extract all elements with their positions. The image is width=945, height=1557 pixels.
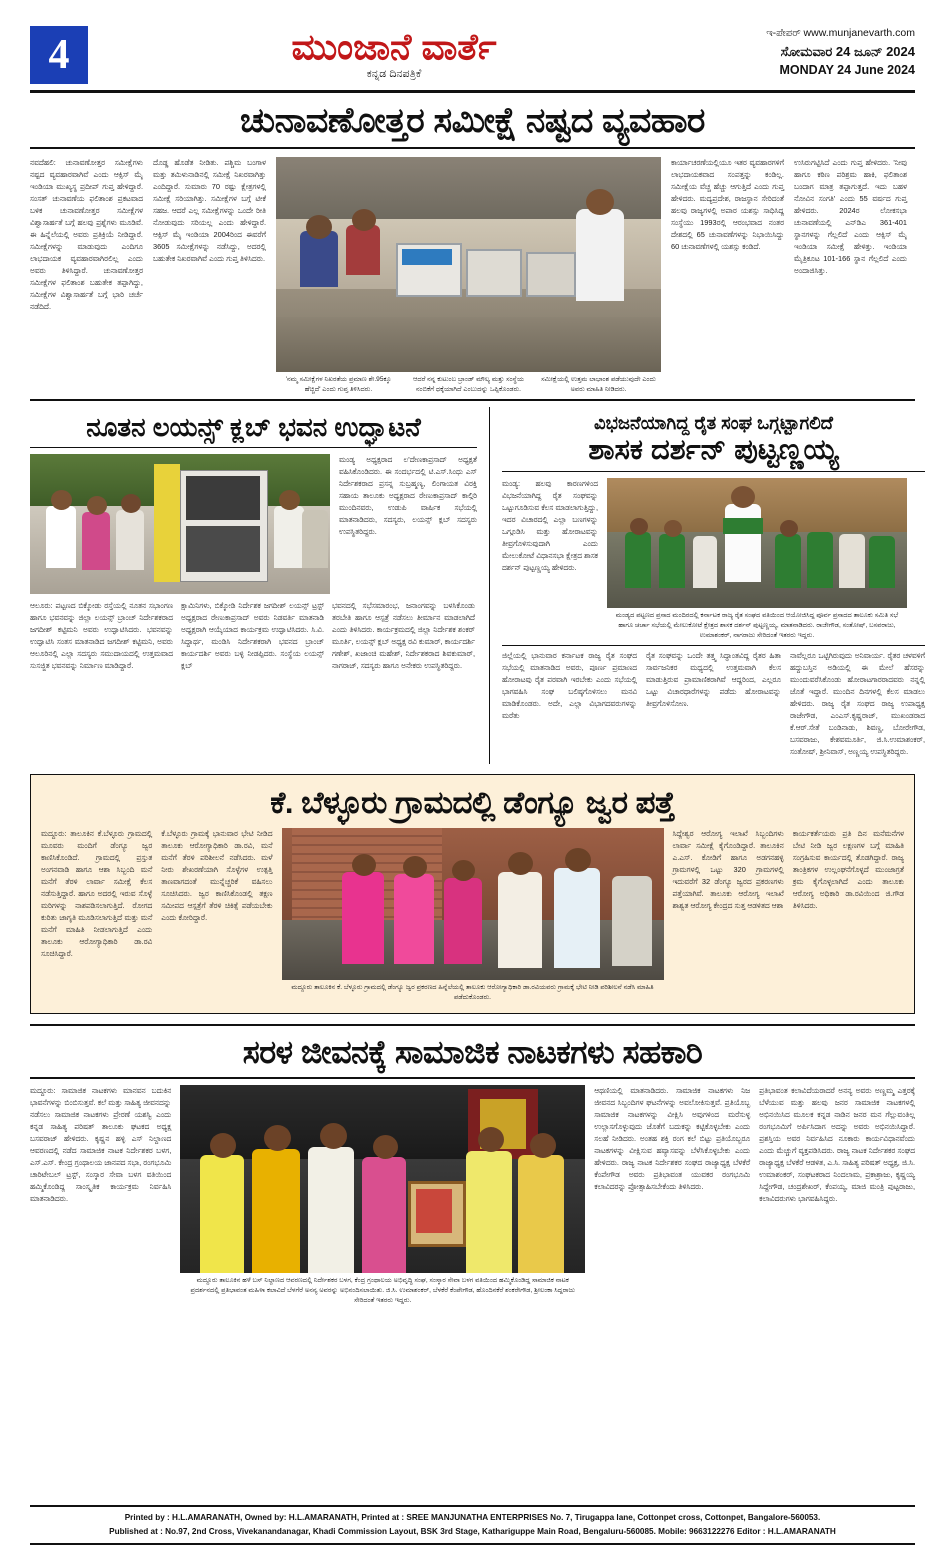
masthead-meta [700, 26, 915, 80]
website-link[interactable]: www.munjanevarth.com [803, 27, 915, 39]
story3-col1-text: ಮಂಡ್ಯ: ಹಲವು ಕಾರಣಗಳಿಂದ ವಿಭಜನೆಯಾಗಿದ್ದ ರೈತ ಸಂಘವನ್ನು ಒಟ್ಟುಗೂಡಿಸುವ ಕೆಲಸ ಮಾಡಲಾಗುತ್ತಿದ್ದು, ಇದರ ವಿಚಾರದಲ್ಲಿ ಎಲ್ಲಾ ಬಣಗಳನ್ನು ಒಗ್ಗೂಡಿಸಿ ಮತ್ತು ಹೋರಾಟವನ್ನು ತೀವ್ರಗೊಳಿಸುವುದಾಗಿ ಎಂದು ಮೇಲುಕೋಟೆ ವಿಧಾನಸಭಾ ಕ್ಷೇತ್ರದ ಶಾಸಕ ದರ್ಶನ್ ಪುಟ್ಟಣ್ಣಯ್ಯ ಹೇಳಿದರು. [502, 479, 599, 572]
story5-col1 [30, 1085, 171, 1306]
story2-col1-text: ಆಲೂರು: ಪಟ್ಟಣದ ಬಿಕ್ಕೋಡು ರಸ್ತೆಯಲ್ಲಿ ನೂತನ ಸಭಾಂಗಣ ಹಾಗೂ ಭವನವನ್ನು ಜಿಲ್ಲಾ ಲಯನ್ಸ್ ಬ್ರಾಂಚ್ ನಿರ್ದೇಶಕರಾದ ಜಗದೀಶ್ ಕಟ್ಟಿಮನಿ ಅವರು ಉದ್ಘಾಟಿಸಿದರು. ಭವನವನ್ನು ಉದ್ಘಾಟಿಸಿ ಸಂತಸ ಮಾತನಾಡಿದ ಜಗದೀಶ್ ಕಟ್ಟಿಮನಿ, ಅವರು ಆಲೂರಿನಲ್ಲಿ ಎಲ್ಲಾ ಸದಸ್ಯರು ಸಮುದಾಯದಲ್ಲಿ ಉತ್ತಮವಾದ ಸುಸಜ್ಜಿತ ಭವನವನ್ನು ನಿರ್ಮಾಣ ಮಾಡಿದ್ದಾರೆ. [30, 600, 173, 670]
story4-col4 [793, 828, 904, 1003]
story2-center-text: ಮಂಡ್ಯ ಅಧ್ಯಕ್ಷರಾದ ಲ'ದೇಣಕಾಪ್ರಸಾದ್ ಅಧ್ಯಕ್ಷತೆ ವಹಿಸಿಕೊಂಡಿದರು. ಈ ಸಂದರ್ಭದಲ್ಲಿ ಟಿ.ಎಸ್.ಸಿಂಧು ಎಸ್ ನಿರ್ದೇಶಕರಾದ ಪ್ರಸನ್ನ ಸುಬ್ರಹ್ಮಣ್ಯ, ಲಿಂಗಾಯತ ವಿರಕ್ತಿ ಸಹಾಯ ತಾಲೂಕು ಅಧ್ಯಕ್ಷರಾದ ರೇಣುಕಾಪ್ರಸಾದ್ ಕಾಲ್ಗಿರಿ ಮುಂದಿನವರು, ಉಡುಪಿ ವಾರ್ಷಿಕ ಸಭೆಯಲ್ಲಿ ಮಾತನಾಡಿದರು, ಸದಸ್ಯರು, ಲಯನ್ಸ್ ಕ್ಲಬ್ ಸದಸ್ಯರು ಉಪಸ್ಥಿತರಿದ್ದರು. [339, 454, 477, 536]
story4-col3-text: ಸಿದ್ದೇಶ್ವರ ಆರೋಗ್ಯ ಇಲಾಖೆ ಸಿಬ್ಬಂದಿಗಳು ಲಾರ್ವಾ ಸಮೀಕ್ಷೆ ಕೈಗೊಂಡಿದ್ದಾರೆ. ತಾಲೂಕಿನ ಎ.ಎಸ್. ಕೋಡಿಗೆ ಹಾಗೂ ಅಡಗನಹಳ್ಳಿ ಗ್ರಾಮಗಳಲ್ಲಿ ಒಟ್ಟು 320 ಗ್ರಾಮಗಳಲ್ಲಿ ಇದುವರೆಗೆ 32 ಡೆಂಗ್ಯೂ ಜ್ವರದ ಪ್ರಕರಣಗಳು ಪತ್ತೆಯಾಗಿವೆ. ತಾಲೂಕು ಆರೋಗ್ಯ ಇಲಾಖೆ ಶಾಶ್ವತ ಆರೋಗ್ಯ ಕೇಂದ್ರದ ಸುತ್ತ ಆಡಳಿತದ ಆಶಾ [672, 829, 784, 911]
story4 [30, 774, 915, 1014]
story3-col2 [502, 650, 637, 764]
story4-photo [282, 828, 664, 980]
story2 [30, 407, 477, 764]
story1-col1-text: ನವದೆಹಲಿ: ಚುನಾವಣೋತ್ತರ ಸಮೀಕ್ಷೆಗಳು ನಷ್ಟದ ವ್ಯವಹಾರವಾಗಿವೆ ಎಂದು ಆಕ್ಸಿಸ್ ಮೈ ಇಂಡಿಯಾ ಮುಖ್ಯಸ್ಥ ಪ್ರದೀಪ್ ಗುಪ್ತ ಹೇಳಿದ್ದಾರೆ. ಸಂಸತ್ ಚುನಾವಣೆಯ ಫಲಿತಾಂಶ ಪ್ರಕಟವಾದ ಬಳಿಕ ಚುನಾವಣೋತ್ತರ ಸಮೀಕ್ಷೆಗಳ ವಿಶ್ವಾಸಾರ್ಹತೆ ಬಗ್ಗೆ ಹಲವು ಪ್ರಶ್ನೆಗಳು ಮೂಡಿವೆ. ಈ ಹಿನ್ನೆಲೆಯಲ್ಲಿ ಅವರು ಪ್ರತಿಕ್ರಿಯೆ ನೀಡಿದ್ದಾರೆ. ಸಮೀಕ್ಷೆಗಳನ್ನು ಮಾಡುವುದು ಎಂದಿಗೂ ಲಾಭದಾಯಕ ವ್ಯವಹಾರವಾಗಿರಲಿಲ್ಲ ಎಂದು ಅವರು ತಿಳಿಸಿದ್ದಾರೆ. ಚುನಾವಣೋತ್ತರ ಸಮೀಕ್ಷೆಗಳ ಫಲಿತಾಂಶ ಬಹುತೇಕ ತಪ್ಪಾಗಿದ್ದು, ಸಮೀಕ್ಷೆಗಳ ವಿಶ್ವಾಸಾರ್ಹತೆ ಬಗ್ಗೆ ಭಾರಿ ಚರ್ಚೆ ನಡೆದಿದೆ. [30, 158, 143, 312]
story4-col1-text: ಮದ್ದೂರು: ತಾಲೂಕಿನ ಕೆ.ಬೆಳ್ಳೂರು ಗ್ರಾಮದಲ್ಲಿ ಮೂವರು ಮಂದಿಗೆ ಡೆಂಗ್ಯೂ ಜ್ವರ ಕಾಣಿಸಿಕೊಂಡಿದೆ. ಗ್ರಾಮದಲ್ಲಿ ಪ್ರಸ್ತುತ ಅಂಗನವಾಡಿ ಹಾಗೂ ಆಶಾ ಸಿಬ್ಬಂದಿ ಮನೆ ಮನೆಗೆ ತೆರಳಿ ಲಾರ್ವಾ ಸಮೀಕ್ಷೆ ಕೆಲಸ ನಡೆಸುತ್ತಿದ್ದಾರೆ. ಹಾಗೂ ಅದರಲ್ಲಿ ಇರುವ ಸೊಳ್ಳೆ ಮರಿಗಳನ್ನು ನಾಶಪಡಿಸಲಾಗುತ್ತಿದೆ. ರೋಗದ ಕುರಿತು ಜಾಗೃತಿ ಮೂಡಿಸಲಾಗುತ್ತಿದೆ ಮತ್ತು ಮನೆ ಮನೆಗೆ ಮಾಹಿತಿ ನೀಡಲಾಗುತ್ತಿದೆ ಎಂದು ತಾಲೂಕು ಆರೋಗ್ಯಾಧಿಕಾರಿ ಡಾ.ರವಿ ಸೂಚಿಸಿದ್ದಾರೆ. [41, 829, 153, 959]
story1-body [30, 149, 915, 395]
story3-col3 [646, 650, 781, 764]
story3-col4 [790, 650, 925, 764]
story2-col3 [332, 600, 475, 678]
story1-caption-mid: ಆದರೆ ನನ್ನ ಕುಟುಂಬ ಬ್ರಾಂಡ್ ಮೌಲ್ಯ ಮತ್ತು ಸಂಸ್ಥೆಯ ನಂಬಿಕೆಗೆ ಧಕ್ಕೆಯಾಗಿದೆ ಎಂಬುದನ್ನು ಒಪ್ಪಿಕೊಂಡರು. [412, 376, 525, 394]
page-number: 4 [30, 26, 88, 84]
story3-photo [607, 478, 907, 608]
story5-col2 [594, 1085, 750, 1306]
story4-col2-text: ಕೆ.ಬೆಳ್ಳೂರು ಗ್ರಾಮಕ್ಕೆ ಭಾನುವಾರ ಭೇಟಿ ನೀಡಿದ ತಾಲೂಕು ಆರೋಗ್ಯಾಧಿಕಾರಿ ಡಾ.ರವಿ, ಮನೆ ಮನೆಗೆ ತೆರಳಿ ಪರಿಶೀಲನೆ ನಡೆಸಿದರು. ಮಳೆ ನೀರು ಶೇಖರಣೆಯಾಗಿ ಸೊಳ್ಳೆಗಳ ಉತ್ಪತ್ತಿ ತಾಣವಾಗದಂತೆ ಮುನ್ನೆಚ್ಚರಿಕೆ ವಹಿಸಲು ಸೂಚಿಸಿದರು. ಜ್ವರ ಕಾಣಿಸಿಕೊಂಡಲ್ಲಿ ತಕ್ಷಣ ಸಮೀಪದ ಆಸ್ಪತ್ರೆಗೆ ತೆರಳಿ ಚಿಕಿತ್ಸೆ ಪಡೆಯಬೇಕು ಎಂದು ಕೋರಿದ್ದಾರೆ. [161, 829, 273, 923]
footer-imprint [30, 1505, 915, 1545]
story5-col2-text: ಆಥಣಿಯಲ್ಲಿ ಮಾತನಾಡಿದರು. ಸಾಮಾಜಿಕ ನಾಟಕಗಳು ನಿಜ ಜೀವನದ ಸಿಬ್ಬಂದಿಗಳ ಘಟನೆಗಳನ್ನು ಅವಲೋಕಿಸುತ್ತವೆ. ಪ್ರತಿಯೊಬ್ಬ ಸಾಮಾಜಿಕ ನಾಟಕಗಳನ್ನು ವೀಕ್ಷಿಸಿ ಅವುಗಳಿಂದ ಮರೆಸುಳ್ಳ ಉಲ್ಲಾಸಗೊಳ್ಳುವುದು ಜೊತೆಗೆ ಬದುಕನ್ನು ಕಟ್ಟಿಕೊಳ್ಳಬೇಕು ಎಂದು ಸಲಹೆ ನೀಡಿದರು. ಅಂತಹ ಶಕ್ತಿ ರಂಗ ಕಲೆ ಬಿಟ್ಟು ಪ್ರತಿಯೊಬ್ಬರೂ ನಾಟಕಗಳನ್ನು ವೀಕ್ಷಿಸುವ ಹವ್ಯಾಸವನ್ನು ಬೆಳೆಸಿಕೊಳ್ಳಬೇಕು ಎಂದು ಹೇಳಿದರು. ರಾಜ್ಯ ನಾಟಕ ನಿರ್ದೇಶಕರ ಸಂಘದ ರಾಜ್ಯಾಧ್ಯಕ್ಷ ಬೆಳಕೆರೆ ಕೆಂಪೇಗೌಡ ಅವರು ಪ್ರತಿಭಾವಂತ ಯುವಕರ ರಂಗಭೂಮಿ ಕಲಾವಿದರನ್ನು ಪ್ರೋತ್ಸಾಹಿಸಬೇಕೆಂದು ತಿಳಿಸಿದರು. [594, 1085, 751, 1191]
story2-center-col [339, 454, 477, 594]
story1-photo-block [276, 157, 661, 395]
footer-line1: Printed by : H.L.AMARANATH, Owned by: H.L.AMARANATH, Printed at : SREE MANJUNATHA ENTERPRISES No. 7, Tirugappa lane, Cottonpet cross, Cottonpet, Bangalore-560053. [124, 1513, 821, 1523]
story1-col4 [794, 157, 907, 395]
story5 [30, 1024, 915, 1305]
story5-photo-caption: ಮದ್ದೂರು ತಾಲೂಕಿನ ಹಳೆ ಬಸ್ ನಿಲ್ದಾಣದ ಆವರಣದಲ್ಲಿ ನಿರ್ದೇಶಕರ ಬಳಗ, ಕೆಂದ್ರ ಗ್ರಂಥಾಲಯ ಅಭಿವೃದ್ಧಿ ಸಂಘ, ಸಂಸ್ಕಾರ ಸೇವಾ ಬಳಗ ವತಿಯಿಂದ ಹಮ್ಮಿಕೊಂಡಿದ್ದ ಸಾಮಾಜಿಕ ನಾಟಕ ಪ್ರದರ್ಶನದಲ್ಲಿ ಪ್ರತಿಭಾವಂತ ಮಹಿಳಾ ಕಲಾವಿದೆ ಬೆಳಗೆರೆ ಅನನ್ಯ ಅವರನ್ನು ಅಭಿನಂದಿಸಲಾಯಿತು. ಜಿ.ಸಿ. ಉಮಾಶಂಕರ್, ಬೆಳಕೆರೆ ಕೆಂಪೇಗೌಡ, ಹೊಂದಿನಕೆರೆ ಶಂಕರೇಗೌಡ, ಶ್ರೀಲಂಕಾ ಸಿದ್ದರಾಜು ಸೇರಿದಂತೆ ಇತರರು ಇದ್ದರು. [190, 1276, 575, 1304]
story1-col2-text: ದೊಡ್ಡ ಹೊಡೆತ ನೀಡಿತು. ಪಶ್ಚಿಮ ಬಂಗಾಳ ಮತ್ತು ತಮಿಳುನಾಡಿನಲ್ಲಿ ಸಮೀಕ್ಷೆ ನಿಖರವಾಗಿತ್ತು ಎಂದಿದ್ದಾರೆ. ಸುಮಾರು 70 ರಷ್ಟು ಕ್ಷೇತ್ರಗಳಲ್ಲಿ ಸಮೀಕ್ಷೆ ಸರಿಯಾಗಿತ್ತು. ಸಮೀಕ್ಷೆಗಳ ಬಗ್ಗೆ ಟೀಕೆ ಸಹಜ. ಆದರೆ ಎಲ್ಲ ಸಮೀಕ್ಷೆಗಳನ್ನು ಒಂದೇ ರೀತಿ ನೋಡುವುದು ಸರಿಯಲ್ಲ ಎಂದು ಹೇಳಿದ್ದಾರೆ. ಆಕ್ಸಿಸ್ ಮೈ ಇಂಡಿಯಾ 2004ರಿಂದ ಈವರೆಗೆ 3605 ಸಮೀಕ್ಷೆಗಳನ್ನು ನಡೆಸಿದ್ದು, ಅದರಲ್ಲಿ ಬಹುತೇಕ ನಿಖರವಾಗಿವೆ ಎಂದು ಗುಪ್ತ ತಿಳಿಸಿದರು. [153, 158, 266, 264]
story3-col4-text: ನಾವೆಲ್ಲರೂ ಒಟ್ಟಿಗಿರುವುದು ಅನಿವಾರ್ಯ. ರೈತರ ಚಳವಳಿಗೆ ಹದ್ದುಬಸ್ತಿನ ಅಡಿಯಲ್ಲಿ ಈ ಮೇಲೆ ಹೆಸರನ್ನು ಮುಂದುವರೆಸಿಕೊಂಡು ಹೋರಾಟಗಾರರಾದವರು ನನ್ನಲ್ಲಿ ಜೊತೆ ಇದ್ದಾರೆ. ಮುಂದಿನ ದಿನಗಳಲ್ಲಿ ಕೆಲಸ ಮಾಡಲು ಹೇಳಿದರು. ರಾಜ್ಯ ರೈತ ಸಂಘದ ರಾಜ್ಯ ಉಪಾಧ್ಯಕ್ಷ ರಾಜೇಗೌಡ, ಎಂಎಸ್.ಕೃಷ್ಣರಾಜ್, ಮುಖಂಡರಾದ ಕೆ.ಆರ್.ಸೇತೆ ಬಂಡಿನಾಡು, ಶಿವಣ್ಣ, ಬೋರೇಗೌಡ, ಬಸವರಾಜು, ಕೇಶವಮೂರ್ತಿ, ಜಿ.ಸಿ.ಉಮಾಶಂಕರ್, ಸಂತೋಷ್, ಶ್ರೀನಿವಾಸ್, ಅಣ್ಣಯ್ಯ ಉಪಸ್ಥಿತರಿದ್ದರು. [790, 650, 925, 756]
divider [502, 645, 925, 646]
paper-title: ಮುಂಜಾನೆ ವಾರ್ತೆ [291, 26, 497, 67]
story1-col2 [153, 157, 266, 395]
story3-headline: ಶಾಸಕ ದರ್ಶನ್ ಪುಟ್ಟಣ್ಣಯ್ಯ [588, 433, 839, 466]
story1-col4-text: ಉಸಿರುಗಟ್ಟಿಸಿದೆ ಎಂದು ಗುಪ್ತ ಹೇಳಿದರು. 'ನೀವು ಹಾಗೂ ಕಠಿಣ ಪರಿಶ್ರಮ ಹಾಕಿ, ಫಲಿತಾಂಶ ಬಂದಾಗ ಮಾತ್ರ ತಪ್ಪಾಗುತ್ತದೆ. ಇದು ಬಹಳ ನೋವಿನ ಸಂಗತಿ' ಎಂದು 55 ವರ್ಷದ ಗುಪ್ತ ಹೇಳಿದರು. 2024ರ ಲೋಕಸಭಾ ಚುನಾವಣೆಯಲ್ಲಿ ಎನ್‌ಡಿಎ 361-401 ಸ್ಥಾನಗಳನ್ನು ಗೆಲ್ಲಲಿದೆ ಎಂದು ಆಕ್ಸಿಸ್ ಮೈ ಇಂಡಿಯಾ ಸಮೀಕ್ಷೆ ಹೇಳಿತ್ತು. ಇಂಡಿಯಾ ಮೈತ್ರಿಕೂಟ 101-166 ಸ್ಥಾನ ಗೆಲ್ಲಲಿದೆ ಎಂದು ಅಂದಾಜಿಸಿತ್ತು. [794, 158, 907, 276]
story4-headline: ಕೆ. ಬೆಳ್ಳೂರು ಗ್ರಾಮದಲ್ಲಿ ಡೆಂಗ್ಯೂ ಜ್ವರ ಪತ್ತೆ [270, 784, 675, 820]
story3-col3-text: ರೈತ ಸಂಘವನ್ನು ಒಂದೇ ತತ್ತ್ವ ಸಿದ್ಧಾಂತವಿದ್ದ ರೈತರ ಹಿತಾ ಸಾರ್ವಜನಿಕರ ಮಧ್ಯದಲ್ಲಿ ಉತ್ತಮವಾಗಿ ಕೆಲಸ ಮಾಡುತ್ತಿರುವ ಪ್ರಾಮಾಣಿಕರಾಗಿವೆ ಆದ್ದರಿಂದ, ಎಲ್ಲರೂ ಒಟ್ಟು ವಿಚಾರಧಾರೆಗಳನ್ನು ಪಡೆದು ಹೋರಾಟವನ್ನು ತೀವ್ರಗೊಳಿಸೋಣ. [646, 650, 781, 708]
story1-caption-left: 'ನಮ್ಮ ಸಮೀಕ್ಷೆಗಳ ನಿಖರತೆಯ ಪ್ರಮಾಣ ಶೇ.95ಕ್ಕೂ ಹೆಚ್ಚಿದೆ' ಎಂದು ಗುಪ್ತ ತಿಳಿಸಿದರು. [285, 376, 392, 394]
story2-headline: ನೂತನ ಲಯನ್ಸ್ ಕ್ಲಬ್ ಭವನ ಉದ್ಘಾಟನೆ [86, 412, 421, 443]
story3-photo-caption: ಮಂಡ್ಯದ ಪಟ್ಟಣದ ಪ್ರಸಾದ ಮಂದಿರದಲ್ಲಿ ಕರ್ನಾಟಕ ರಾಜ್ಯ ರೈತ ಸಂಘದ ವತಿಯಿಂದ ಆಯೋಜಿಸಿದ್ದ ಪೂರ್ವ ಪ್ರಸಾದದ ತಾಲೂಕು ಸಮಿತಿ ಸಭೆ ಹಾಗೂ ಚರ್ಚಾ ಸಭೆಯಲ್ಲಿ ಮೇಲುಕೋಟೆ ಕ್ಷೇತ್ರದ ಶಾಸಕ ದರ್ಶನ್ ಪುಟ್ಟಣ್ಣಯ್ಯ, ಮಾತನಾಡಿದರು. ರಾಜೇಗೌಡ, ಸಂತೋಷ್, ಬಸವರಾಜು, ಉಮಾಶಂಕರ್, ನಾಗರಾಜು ಸೇರಿದಂತೆ ಇತರರು ಇದ್ದರು. [615, 612, 899, 639]
story5-photo [180, 1085, 585, 1273]
story1-headline: ಚುನಾವಣೋತ್ತರ ಸಮೀಕ್ಷೆ ನಷ್ಟದ ವ್ಯವಹಾರ [240, 101, 705, 140]
paper-subtitle: ಕನ್ನಡ ದಿನಪತ್ರಿಕೆ [366, 67, 422, 80]
masthead [30, 26, 915, 93]
story1-caption-right: ಸಮೀಕ್ಷೆಯಲ್ಲಿ ಉತ್ತಮ ಲಾಭಾಂಶ ಪಡೆಯುವುದೇ ಎಂದು ಅವರು ಮಾಹಿತಿ ನೀಡಿದರು. [541, 376, 656, 394]
story1-col1 [30, 157, 143, 395]
footer-line2: Published at : No.97, 2nd Cross, Vivekanandanagar, Khadi Commission Layout, BSK 3rd Stage, Kathariguppe Main Road, Bengaluru-560085. Mobile: 9663122276 Editor : H.L.AMARANATH [109, 1527, 836, 1537]
story4-col1 [41, 828, 152, 1003]
middle-stories [30, 401, 925, 764]
story5-col3-text: ಪ್ರತಿಭಾವಂತ ಕಲಾವಿದೆಯರಾದರೆ ಅನನ್ಯ ಅವರು ಅಣ್ಣಮ್ಮ ಎತ್ತರಕ್ಕೆ ಬೆಳೆಯುವ ಮತ್ತು ಹಲವು ಜನರ ಸಾಮಾಜಿಕ ನಾಟಕಗಳಲ್ಲಿ ಅಭಿನಯಿಸಿದ ಮೂಲಕ ಕನ್ನಡ ನಾಡಿನ ಜನರ ಮನ ಗೆಲ್ಲುವಂತಿಲ್ಲ ರಂಗಭೂಮಿಗೆ ಅರ್ಪಿಸಿದಾಗ ಅದನ್ನು ಅವರು ಅಭಿನಯಿಸಿದ್ದಾರೆ. ಪ್ರಶಸ್ತಿಯ ಅವರ ನಿರ್ವಹಿಸಿದ ನೂಕಾರು ಕಾರ್ಯವಿಧಾನವೆಂದು ಎಂದು ಮೆಚ್ಚುಗೆ ವ್ಯಕ್ತಪಡಿಸಿದರು. ರಾಜ್ಯ ನಾಟಕ ನಿರ್ದೇಶಕರ ಸಂಘದ ರಾಜ್ಯಾಧ್ಯಕ್ಷ ಬೆಳಕೆರೆ ಆಡಳಿತ, ಎ.ಸಿ. ಸಾಹಿತ್ಯ ಪರಿಷತ್ ಅಧ್ಯಕ್ಷ, ಜಿ.ಸಿ. ಉಮಾಶಂಕರ್, ಸಂಘಟಕರಾದ ನಿಂದಲಾಮ, ಪ್ರಕಾಶ್ರಾಜು, ಕೃಷ್ಣಯ್ಯ ಸಿದ್ದೇಗೌಡ, ಚಂದ್ರಶೇಖರ್, ಕೆಂಪಯ್ಯ, ಮಾಜಿ ಮಂತ್ರಿ ಪುಟ್ಟರಾಜು, ಕಲಾವಿದರುಗಳು ಭಾಗವಹಿಸಿದ್ದರು. [759, 1085, 916, 1203]
story4-col3 [673, 828, 784, 1003]
story1-col3-text: ಕಾರ್ಯಾಚರಣೆಯಲ್ಲಿಯೂ ಇತರ ವ್ಯವಹಾರಗಳಿಗೆ ಲಾಭದಾಯಕವಾದ ಸಂಪತ್ತನ್ನು ಕಂಡಿಲ್ಲ. ಸಮೀಕ್ಷೆಯ ವೆಚ್ಚ ಹೆಚ್ಚು ಆಗುತ್ತಿದೆ ಎಂದು ಗುಪ್ತ ಹೇಳಿದರು. ಮದ್ಯಪ್ರದೇಶ, ರಾಜಸ್ಥಾನ ಸೇರಿದಂತೆ ಹಲವು ರಾಜ್ಯಗಳಲ್ಲಿ ಅಪಾರ ಯಶಸ್ಸು ಸಾಧಿಸಿದ್ದ ಸಂಸ್ಥೆಯು 1993ರಲ್ಲಿ ಆರಂಭವಾದ ನಂತರ ದೇಶದಲ್ಲಿ 65 ಚುನಾವಣೆಗಳನ್ನು ನಿಭಾಯಿಸಿದ್ದು 60 ಚುನಾವಣೆಗಳಲ್ಲಿ ಯಶಸ್ಸು ಕಂಡಿದೆ. [671, 158, 784, 252]
story1-col3 [671, 157, 784, 395]
story3-col1 [502, 478, 598, 641]
story2-col2 [181, 600, 324, 678]
masthead-title-block [88, 28, 700, 81]
date-english: MONDAY 24 June 2024 [779, 63, 915, 78]
story2-col2-text: ಕ್ಷಾಮಿನಿಗಳು, ಬಿಕ್ಕೋಡಿ ನಿರ್ದೇಶಕ ಜಗದೀಶ್ ಲಯನ್ಸ್ ಟ್ರಸ್ಟ್ ಅಧ್ಯಕ್ಷರಾದ ರೇಣುಕಾಪ್ರಸಾದ್ ಅವರು ನಿಡವರ್ತಿ ಮಾತನಾಡಿ ಅಧ್ಯಕ್ಷರಾಗಿ ಆಯ್ಕೆಯಾದ ಕಾರ್ಯಕ್ರಮ ಉದ್ಘಾಟಿಸಿದರು. ಸಿ.ವಿ. ಸಿದ್ದಾರ್ಥ, ಮಂಡಿಸಿ ನಿರ್ದೇಶಕರಾಗಿ ಭವನದ ಬ್ರಾಂಚ್ ಕಾರ್ಯದರ್ಶಿ ಅವರು ಬಳ್ಳಿ ನೀಡಪ್ಪಿದರು. ಸಂಸ್ಥೆಯ ಲಯನ್ಸ್ ಕ್ಲಬ್ [181, 600, 324, 670]
date-kannada: ಸೋಮವಾರ 24 ಜೂನ್ 2024 [780, 43, 915, 59]
story4-col4-text: ಕಾರ್ಯಕರ್ತೆಯರು ಪ್ರತಿ ದಿನ ಮನೆಮನೆಗಳ ಬೇಟಿ ನೀಡಿ ಜ್ವರ ಲಕ್ಷಣಗಳ ಬಗ್ಗೆ ಮಾಹಿತಿ ಸಂಗ್ರಹಿಸುವ ಕಾರ್ಯದಲ್ಲಿ ತೊಡಗಿದ್ದಾರೆ. ರಾಜ್ಯ ತಾಂತ್ರಿಕಗಳ ಉಲ್ಲಂಘನೆಗೊಳ್ಳದೆ ಮುಂಜಾಗ್ರತೆ ಕ್ರಮ ಕೈಗೊಳ್ಳಲಾಗಿದೆ ಎಂದು ತಾಲೂಕು ಆರೋಗ್ಯ ಅಧಿಕಾರಿ ಡಾ.ರವಿಯಿಂದ ಜಿ.ಗೌಡ ತಿಳಿಸಿದರು. [792, 829, 904, 911]
story1-photo-captions [276, 372, 661, 395]
story5-col1-text: ಮದ್ದೂರು: ಸಾಮಾಜಿಕ ನಾಟಕಗಳು ಮಾನವನ ಬದುಕಿನ ಭಾವನೆಗಳನ್ನು ಬಿಂಬಿಸುತ್ತವೆ. ಕಲೆ ಮತ್ತು ಸಾಹಿತ್ಯ ಜೀವನದನ್ನು ನಡೆಸಲು ಸಾಮಾಜಿಕ ನಾಟಕಗಳು ಪ್ರೇರಣೆ ಯಶಸ್ವಿ ಎಂದು ಕನ್ನಡ ಸಾಹಿತ್ಯ ಪರಿಷತ್ ತಾಲೂಕು ಘಟಕದ ಅಧ್ಯಕ್ಷ ಬಸವರಾಜ್ ಹೇಳಿದರು. ಕೃಷ್ಣನ ಹಳ್ಳಿ ಎಸ್ ನಿಲ್ದಾಣದ ಆವರಣದಲ್ಲಿ ನಡೆದ ಸಾಮಾಜಿಕ ನಾಟಕ ನಿರ್ದೇಶಕರ ಬಳಗ, ಎಸ್.ಎಸ್. ಕೇಂದ್ರ ಗ್ರಂಥಾಲಯ ಜಾನಪದ ಸಭಾ, ರಂಗಭೂಮಿ ಚಾರಿಟೇಬಲ್ ಟ್ರಸ್ಟ್, ಸಂಸ್ಕಾರ ಸೇವಾ ಬಳಗ ವತಿಯಿಂದ ಹಮ್ಮಿಕೊಂಡಿದ್ದ ಸಾಂಸ್ಕೃತಿಕ ಕಾರ್ಯಕ್ರಮ ನಿರ್ವಹಿಸಿ ಮಾತನಾಡಿದರು. [30, 1085, 172, 1203]
story5-headline: ಸರಳ ಜೀವನಕ್ಕೆ ಸಾಮಾಜಿಕ ನಾಟಕಗಳು ಸಹಕಾರಿ [242, 1034, 703, 1071]
story3-col2-text: ಜಿಲ್ಲೆಯಲ್ಲಿ ಭಾನುವಾರ ಕರ್ನಾಟಕ ರಾಜ್ಯ ರೈತ ಸಂಘದ ಸಭೆಯಲ್ಲಿ ಮಾತನಾಡಿದ ಅವರು, ಪೂರ್ಣ ಪ್ರಮಾಣದ ಹೋರಾಟವು ರೈತ ಪರವಾಗಿ ಇರಬೇಕು ಎಂದು ಸಭೆಯಲ್ಲಿ ಭಾಗವಹಿಸಿ ಸಂಘ ಬಲಿಷ್ಠಗೊಳಿಸಲು ಮನವಿ ಮಾಡಿಕೊಂಡರು. ಅದೇ, ಎಲ್ಲಾ ವಿಭಾಗದವರುಗಳನ್ನು ಮರೆತು [502, 650, 637, 720]
story2-photo [30, 454, 330, 594]
story2-col1 [30, 600, 173, 678]
story5-col3 [759, 1085, 915, 1306]
story3 [489, 407, 925, 764]
epaper-label: ಇ-ಪೇಪರ್ [766, 28, 801, 39]
story3-kicker: ವಿಭಜನೆಯಾಗಿದ್ದ ರೈತ ಸಂಘ ಒಗ್ಗಟ್ಟಾಗಲಿದೆ [593, 413, 834, 434]
story2-col3-text: ಭವನದಲ್ಲಿ ಸಭೆಸಮಾರಂಭ, ಜನಾಂಗವನ್ನು ಬಳಸಿಕೊಂಡು ತರಬೇತಿ ಹಾಗೂ ಆಸ್ಪತ್ರೆ ನಡೆಸಲು ತೀರ್ಮಾನ ಮಾಡಲಾಗಿದೆ ಎಂದು ತಿಳಿಸಿದರು. ಕಾರ್ಯಕ್ರಮದಲ್ಲಿ ಜಿಲ್ಲಾ ನಿರ್ದೇಶಕ ಶಂಕರ್ ಮೂರ್ತಿ, ಲಯನ್ಸ್ ಕ್ಲಬ್ ಅಧ್ಯಕ್ಷ ರವಿ ಕುಮಾರ್, ಕಾರ್ಯದರ್ಶಿ ಗಣೇಶ್, ಖಜಾಂಚಿ ಮಹೇಶ್, ನಿರ್ದೇಶಕರಾದ ಶಿವಕುಮಾರ್, ನಾಗರಾಜ್, ಸದಸ್ಯರು ಹಾಗೂ ಅನೇಕರು ಉಪಸ್ಥಿತರಿದ್ದರು. [332, 600, 475, 670]
story1-photo [276, 157, 661, 372]
story4-col2 [161, 828, 272, 1003]
story4-photo-caption: ಮದ್ದೂರು ತಾಲೂಕಿನ ಕೆ. ಬೆಳ್ಳೂರು ಗ್ರಾಮದಲ್ಲಿ ಡೆಂಗ್ಯೂ ಜ್ವರ ಪ್ರಕರಣದ ಹಿನ್ನೆಲೆಯಲ್ಲಿ ತಾಲೂಕು ಆರೋಗ್ಯಾಧಿಕಾರಿ ಡಾ.ರವಿಯವರು ಗ್ರಾಮಕ್ಕೆ ಭೇಟಿ ನೀಡಿ ಪರಿಶೀಲನೆ ನಡೆಸಿ ಮಾಹಿತಿ ಪಡೆದುಕೊಂಡರು. [291, 984, 654, 1002]
